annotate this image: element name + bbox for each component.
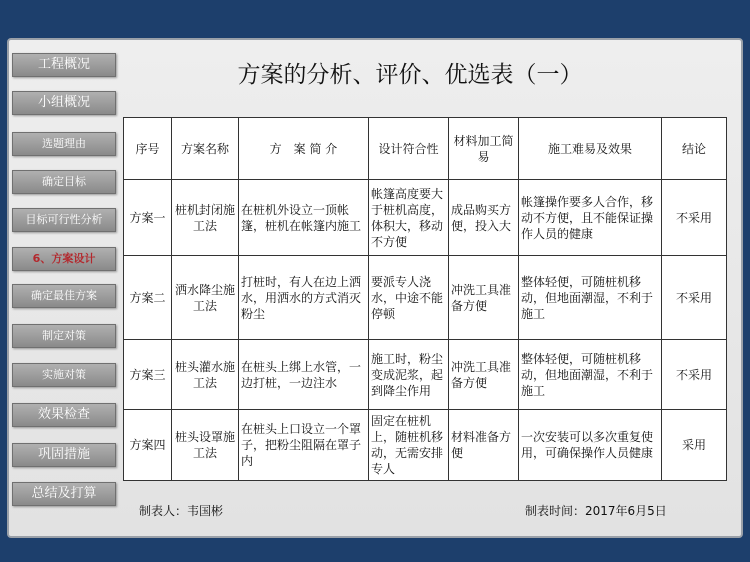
table-row <box>124 410 727 481</box>
nav-item-topic-reason[interactable]: 选题理由 <box>12 132 116 156</box>
header-cell: 方 案 简 介 <box>239 118 369 180</box>
table-date: 制表时间：2017年6月5日 <box>525 504 667 518</box>
table-cell: 桩机封闭施工法 <box>172 180 239 256</box>
nav-item-implement[interactable]: 实施对策 <box>12 363 116 387</box>
header-cell: 结论 <box>662 118 727 180</box>
header-cell: 设计符合性 <box>369 118 449 180</box>
page-title: 方案的分析、评价、优选表（一） <box>237 62 583 88</box>
table-cell: 不采用 <box>662 340 727 410</box>
table-cell: 洒水降尘施工法 <box>172 256 239 340</box>
table-row <box>124 340 727 410</box>
table-cell: 方案一 <box>124 180 172 256</box>
header-cell: 方案名称 <box>172 118 239 180</box>
table-cell: 桩头灌水施工法 <box>172 340 239 410</box>
table-cell: 帐篷高度要大于桩机高度，体积大，移动不方便 <box>369 180 449 256</box>
table-cell: 方案四 <box>124 410 172 481</box>
nav-item-best-plan[interactable]: 确定最佳方案 <box>12 284 116 308</box>
table-cell: 在桩头上绑上水管，一边打桩，一边注水 <box>239 340 369 410</box>
table-header-row <box>124 118 727 180</box>
table-cell: 桩头设罩施工法 <box>172 410 239 481</box>
table-cell: 固定在桩机上，随桩机移动，无需安排专人 <box>369 410 449 481</box>
table-cell: 冲洗工具准备方便 <box>449 256 519 340</box>
table-cell: 一次安装可以多次重复使用，可确保操作人员健康 <box>519 410 662 481</box>
table-cell: 打桩时，有人在边上洒水，用洒水的方式消灭粉尘 <box>239 256 369 340</box>
table-cell: 在桩头上口设立一个罩子，把粉尘阻隔在罩子内 <box>239 410 369 481</box>
table-cell: 要派专人浇水，中途不能停顿 <box>369 256 449 340</box>
nav-item-countermeasures[interactable]: 制定对策 <box>12 324 116 348</box>
table-cell: 整体轻便，可随桩机移动，但地面潮湿，不利于施工 <box>519 340 662 410</box>
table-row <box>124 180 727 256</box>
table-cell: 帐篷操作要多人合作，移动不方便，且不能保证操作人员的健康 <box>519 180 662 256</box>
table-row <box>124 256 727 340</box>
nav-item-consolidation[interactable]: 巩固措施 <box>12 443 116 467</box>
header-cell: 施工难易及效果 <box>519 118 662 180</box>
evaluation-table <box>123 117 727 481</box>
nav-item-project-overview[interactable]: 工程概况 <box>12 53 116 77</box>
table-cell: 不采用 <box>662 180 727 256</box>
nav-item-set-target[interactable]: 确定目标 <box>12 170 116 194</box>
table-cell: 在桩机外设立一顶帐篷，桩机在帐篷内施工 <box>239 180 369 256</box>
table-cell: 材料准备方便 <box>449 410 519 481</box>
nav-item-plan-design[interactable]: 6、方案设计 <box>12 247 116 271</box>
table-cell: 成品购买方便，投入大 <box>449 180 519 256</box>
table-cell: 冲洗工具准备方便 <box>449 340 519 410</box>
nav-item-feasibility[interactable]: 目标可行性分析 <box>12 208 116 232</box>
header-cell: 序号 <box>124 118 172 180</box>
header-cell: 材料加工简易 <box>449 118 519 180</box>
table-maker: 制表人：韦国彬 <box>139 504 224 518</box>
table-cell: 施工时，粉尘变成泥浆，起到降尘作用 <box>369 340 449 410</box>
nav-item-effect-check[interactable]: 效果检查 <box>12 403 116 427</box>
table-cell: 采用 <box>662 410 727 481</box>
table-cell: 不采用 <box>662 256 727 340</box>
nav-item-summary[interactable]: 总结及打算 <box>12 482 116 506</box>
table-cell: 方案二 <box>124 256 172 340</box>
nav-item-team-overview[interactable]: 小组概况 <box>12 91 116 115</box>
table-cell: 整体轻便，可随桩机移动，但地面潮湿，不利于施工 <box>519 256 662 340</box>
table-cell: 方案三 <box>124 340 172 410</box>
